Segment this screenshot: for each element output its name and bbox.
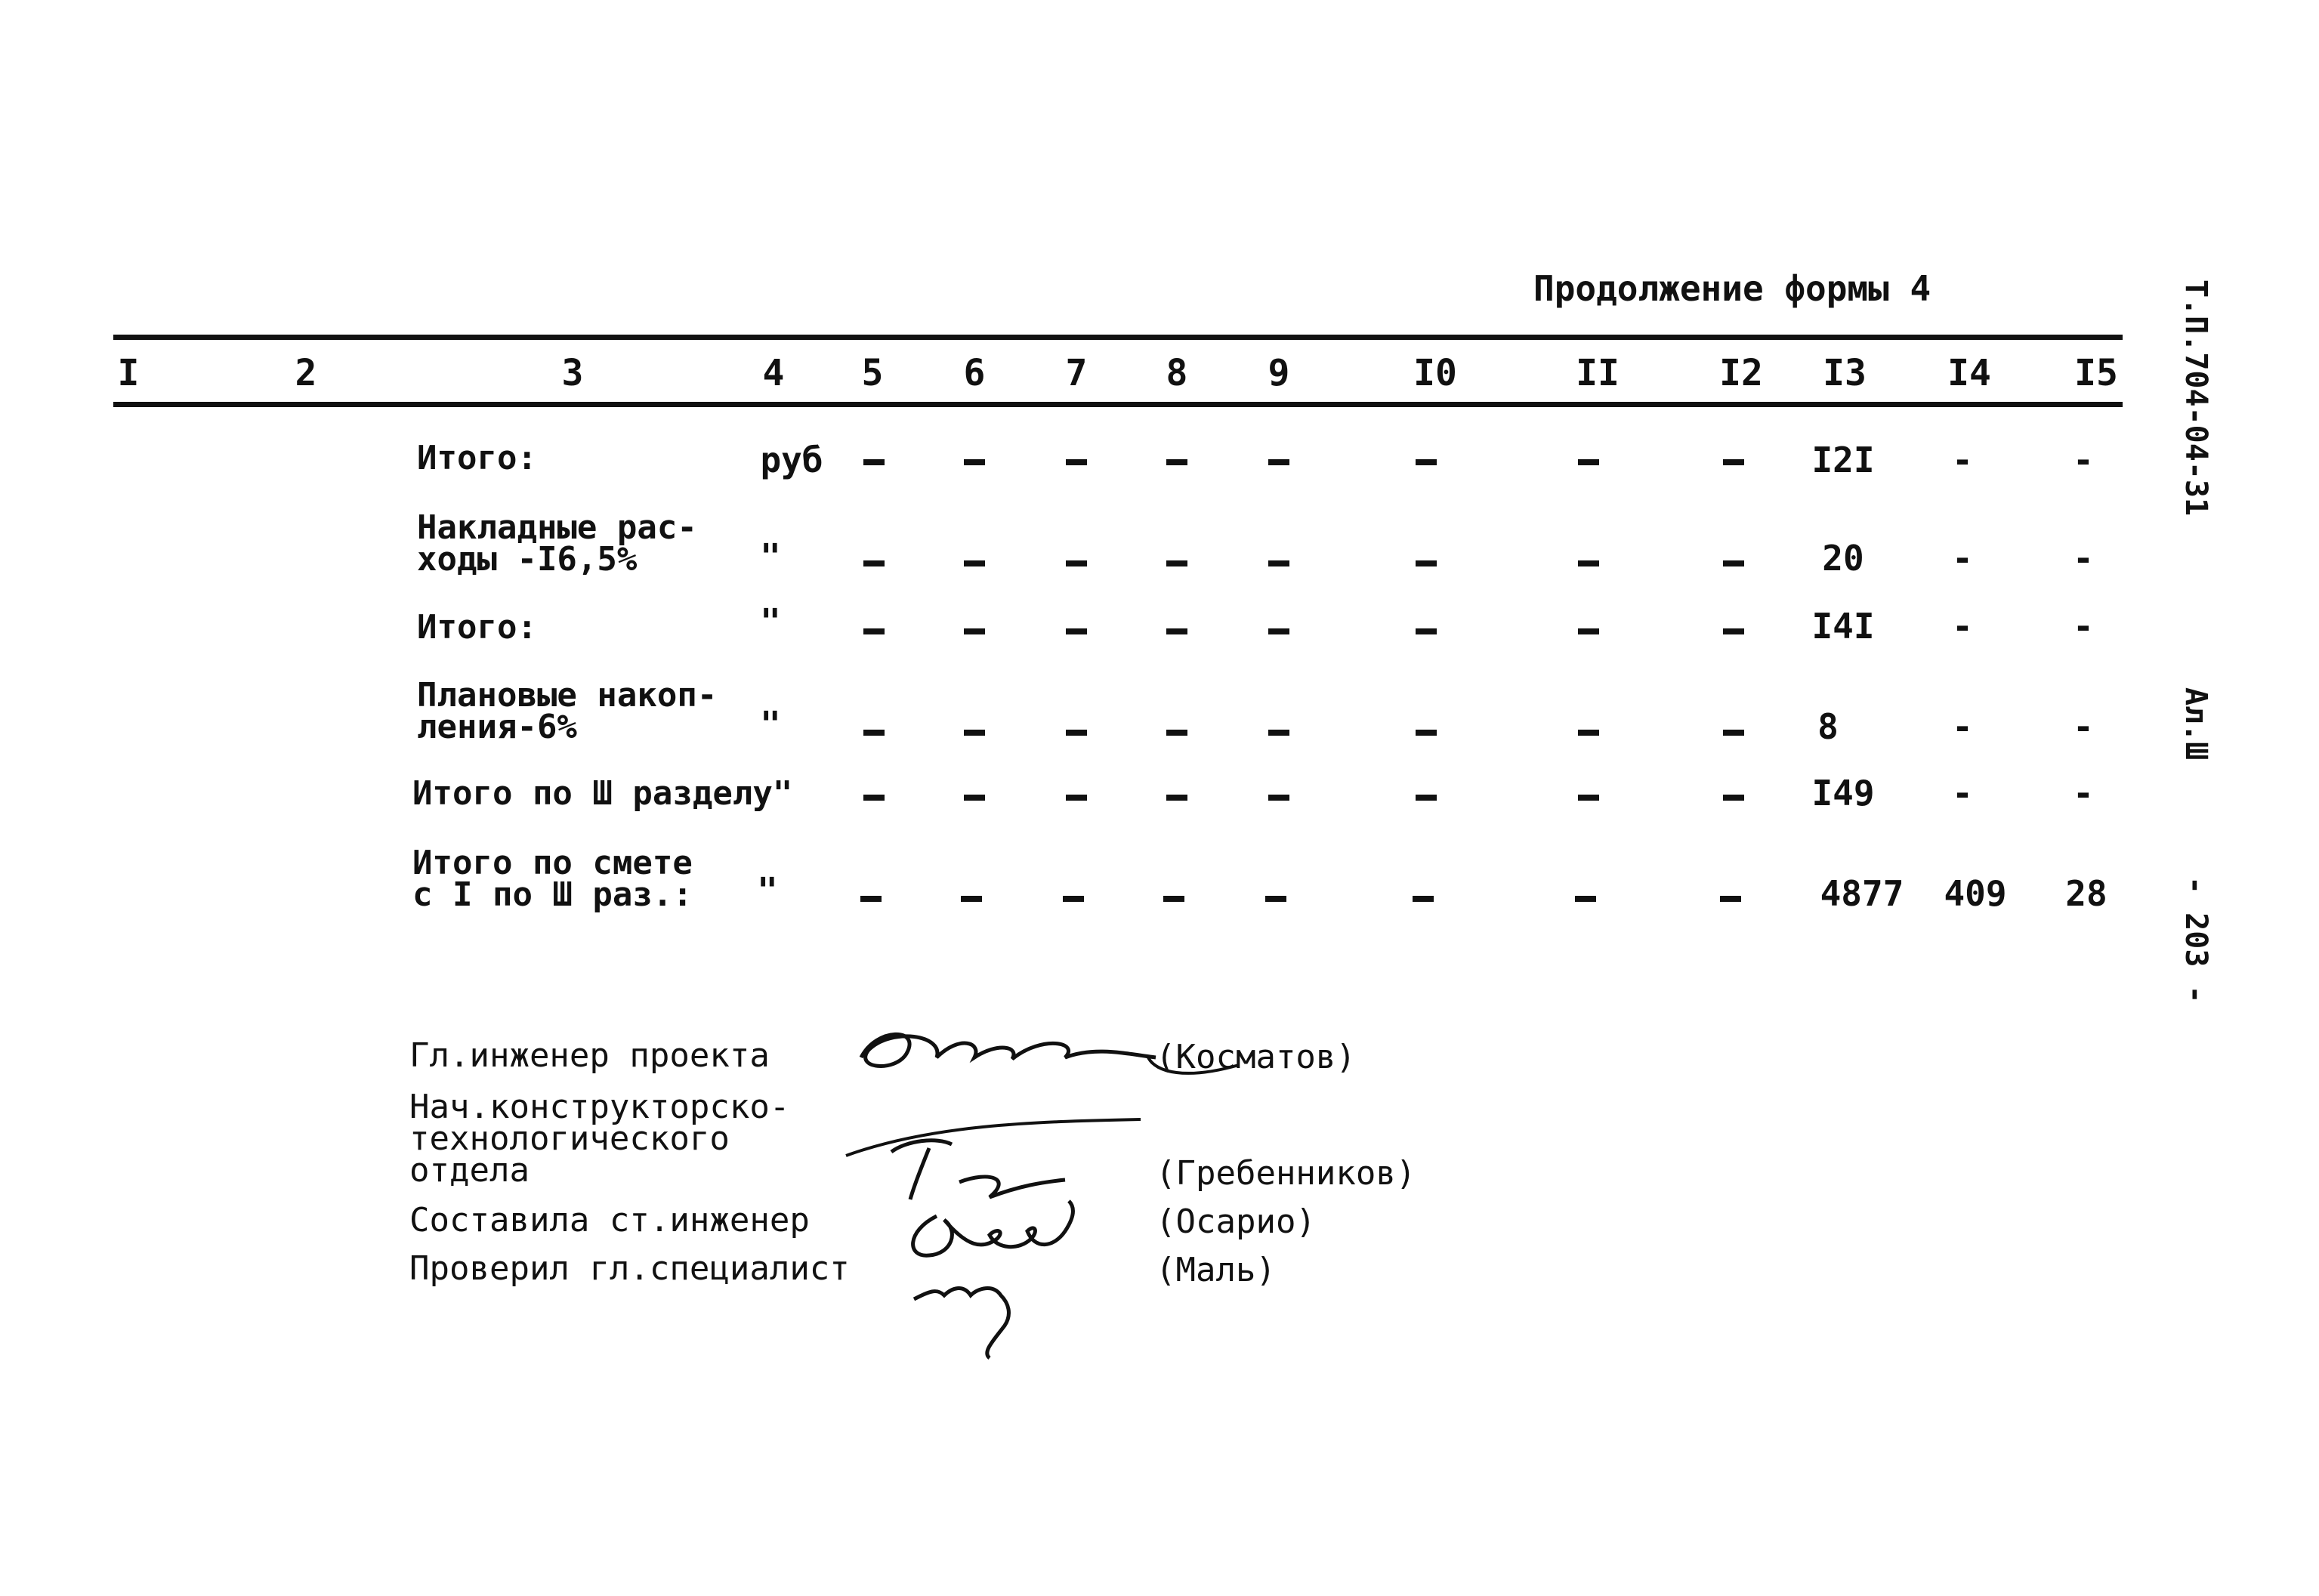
col-header-10: I0 — [1413, 352, 1457, 394]
empty-cell-dash — [1416, 628, 1437, 634]
col-header-11: II — [1576, 352, 1620, 394]
col-header-6: 6 — [963, 352, 986, 394]
form-title: Продолжение формы 4 — [1533, 268, 1931, 309]
empty-cell-dash — [1268, 730, 1289, 736]
row-value-col15: - — [2073, 538, 2094, 579]
row-label: Накладные рас- — [417, 508, 697, 547]
empty-cell-dash — [1723, 730, 1744, 736]
side-document-code: Т.П.704-04-31 — [2179, 279, 2213, 517]
row-value-col15: - — [2073, 773, 2094, 813]
row-value-col15: 28 — [2065, 873, 2107, 914]
row-label: Итого: — [417, 439, 537, 477]
row-value-col14: - — [1952, 773, 1973, 813]
signatory-role: Составила ст.инженер — [409, 1201, 810, 1239]
signatory-name: (Маль) — [1156, 1251, 1276, 1289]
empty-cell-dash — [1578, 795, 1599, 801]
empty-cell-dash — [1066, 795, 1087, 801]
signatory-role: технологического — [409, 1119, 730, 1158]
empty-cell-dash — [1720, 896, 1741, 902]
row-unit: " — [757, 870, 778, 911]
empty-cell-dash — [1413, 896, 1434, 902]
empty-cell-dash — [1265, 896, 1286, 902]
empty-cell-dash — [860, 896, 882, 902]
row-value-col13: 4877 — [1820, 873, 1904, 914]
col-header-15: I5 — [2074, 352, 2118, 394]
handwritten-signature-4 — [899, 1269, 1050, 1360]
empty-cell-dash — [1723, 560, 1744, 566]
col-header-4: 4 — [762, 352, 785, 394]
empty-cell-dash — [1268, 628, 1289, 634]
side-page-number: - 203 - — [2179, 876, 2213, 1004]
col-header-14: I4 — [1947, 352, 1991, 394]
side-album-number: Ал.Ш — [2179, 687, 2213, 761]
empty-cell-dash — [1416, 795, 1437, 801]
row-value-col14: - — [1952, 538, 1973, 579]
row-value-col14: - — [1952, 706, 1973, 747]
empty-cell-dash — [1416, 560, 1437, 566]
empty-cell-dash — [964, 560, 985, 566]
empty-cell-dash — [1166, 730, 1187, 736]
row-value-col15: - — [2073, 706, 2094, 747]
table-header-rule — [113, 402, 2123, 407]
empty-cell-dash — [1723, 795, 1744, 801]
col-header-12: I2 — [1719, 352, 1763, 394]
table-top-rule — [113, 335, 2123, 340]
empty-cell-dash — [1578, 459, 1599, 465]
row-label: Итого: — [417, 608, 537, 647]
empty-cell-dash — [1166, 560, 1187, 566]
signatory-role: Гл.инженер проекта — [409, 1036, 770, 1075]
empty-cell-dash — [1066, 628, 1087, 634]
signatory-name: (Осарио) — [1156, 1202, 1316, 1241]
empty-cell-dash — [1578, 560, 1599, 566]
empty-cell-dash — [863, 730, 885, 736]
empty-cell-dash — [1066, 730, 1087, 736]
handwritten-signature-1 — [838, 1012, 1216, 1095]
empty-cell-dash — [1578, 628, 1599, 634]
row-label: Итого по смете — [412, 844, 693, 882]
row-value-col13: I2I — [1811, 440, 1875, 480]
empty-cell-dash — [863, 560, 885, 566]
row-label: ходы -I6,5% — [417, 540, 638, 579]
empty-cell-dash — [964, 459, 985, 465]
row-label: ления-6% — [417, 708, 577, 746]
col-header-5: 5 — [861, 352, 884, 394]
empty-cell-dash — [1416, 459, 1437, 465]
empty-cell-dash — [1166, 795, 1187, 801]
empty-cell-dash — [1063, 896, 1084, 902]
row-value-col13: I4I — [1811, 606, 1875, 647]
row-value-col13: I49 — [1811, 773, 1875, 813]
signatory-name: (Косматов) — [1156, 1038, 1356, 1076]
empty-cell-dash — [1268, 459, 1289, 465]
empty-cell-dash — [1163, 896, 1184, 902]
empty-cell-dash — [863, 628, 885, 634]
row-value-col13: 8 — [1817, 706, 1839, 747]
empty-cell-dash — [1416, 730, 1437, 736]
row-value-col15: - — [2073, 440, 2094, 480]
row-unit: " — [760, 704, 781, 745]
empty-cell-dash — [1066, 459, 1087, 465]
row-value-col14: 409 — [1944, 873, 2007, 914]
empty-cell-dash — [863, 795, 885, 801]
empty-cell-dash — [964, 628, 985, 634]
signatory-role: Нач.конструкторско- — [409, 1088, 790, 1126]
empty-cell-dash — [964, 795, 985, 801]
row-label: Плановые накоп- — [417, 676, 718, 715]
empty-cell-dash — [1268, 795, 1289, 801]
empty-cell-dash — [1575, 896, 1596, 902]
empty-cell-dash — [1066, 560, 1087, 566]
col-header-1: I — [117, 352, 140, 394]
row-label: Итого по Ш разделу" — [412, 774, 793, 813]
row-value-col14: - — [1952, 606, 1973, 647]
empty-cell-dash — [1166, 628, 1187, 634]
empty-cell-dash — [964, 730, 985, 736]
row-value-col13: 20 — [1822, 538, 1864, 579]
signatory-role: Проверил гл.специалист — [409, 1249, 850, 1288]
signatory-role: отдела — [409, 1151, 530, 1190]
empty-cell-dash — [961, 896, 982, 902]
col-header-7: 7 — [1065, 352, 1088, 394]
empty-cell-dash — [863, 459, 885, 465]
empty-cell-dash — [1723, 628, 1744, 634]
signatory-name: (Гребенников) — [1156, 1154, 1416, 1193]
empty-cell-dash — [1578, 730, 1599, 736]
row-unit: " — [760, 601, 781, 642]
row-label: с I по Ш раз.: — [412, 875, 693, 914]
col-header-2: 2 — [295, 352, 317, 394]
handwritten-signature-3 — [891, 1186, 1103, 1269]
col-header-9: 9 — [1268, 352, 1290, 394]
col-header-13: I3 — [1823, 352, 1867, 394]
col-header-3: 3 — [561, 352, 584, 394]
row-unit: руб — [760, 440, 823, 480]
empty-cell-dash — [1268, 560, 1289, 566]
col-header-8: 8 — [1166, 352, 1188, 394]
row-value-col14: - — [1952, 440, 1973, 480]
row-unit: " — [760, 536, 781, 577]
empty-cell-dash — [1723, 459, 1744, 465]
row-value-col15: - — [2073, 606, 2094, 647]
empty-cell-dash — [1166, 459, 1187, 465]
